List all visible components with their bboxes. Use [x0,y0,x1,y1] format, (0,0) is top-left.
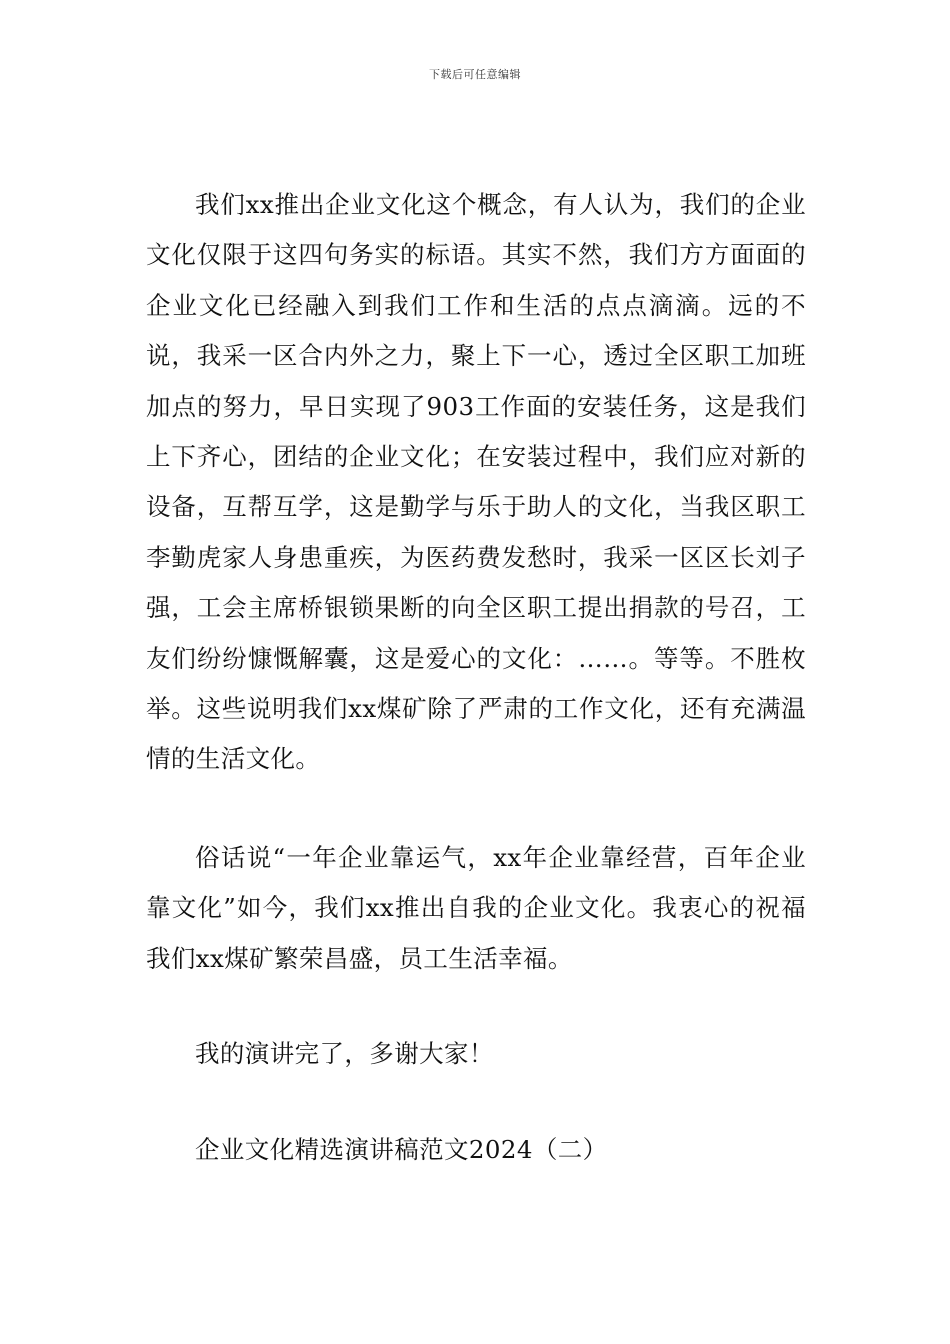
paragraph-proverb-blessing: 俗话说“一年企业靠运气，xx年企业靠经营，百年企业靠文化”如今，我们xx推出自我的企业文化。我衷心的祝福我们xx煤矿繁荣昌盛，员工生活幸福。 [146,842,806,973]
document-body [146,180,806,1175]
paragraph-closing-thanks: 我的演讲完了，多谢大家！ [195,1039,494,1069]
page-header-note: 下载后可任意编辑 [429,68,521,81]
paragraph-corporate-culture: 我们xx推出企业文化这个概念，有人认为，我们的企业文化仅限于这四句务实的标语。其实不然，我们方方面面的企业文化已经融入到我们工作和生活的点点滴滴。远的不说，我采一区合内外之力，聚上下一心，透过全区职工加班加点的努力，早日实现了903工作面的安装任务，这是我们上下齐心，团结的企业文化；在安装过程中，我们应对新的设备，互帮互学，这是勤学与乐于助人的文化，当我区职工李勤虎家人身患重疾，为医药费发愁时，我采一区区长刘子强，工会主席桥银锁果断的向全区职工提出捐款的号召，工友们纷纷慷慨解囊，这是爱心的文化：……。等等。不胜枚举。这些说明我们xx煤矿除了严肃的工作文化，还有充满温情的生活文化。 [146,190,806,774]
section-title-next-speech: 企业文化精选演讲稿范文2024（二） [195,1134,608,1164]
